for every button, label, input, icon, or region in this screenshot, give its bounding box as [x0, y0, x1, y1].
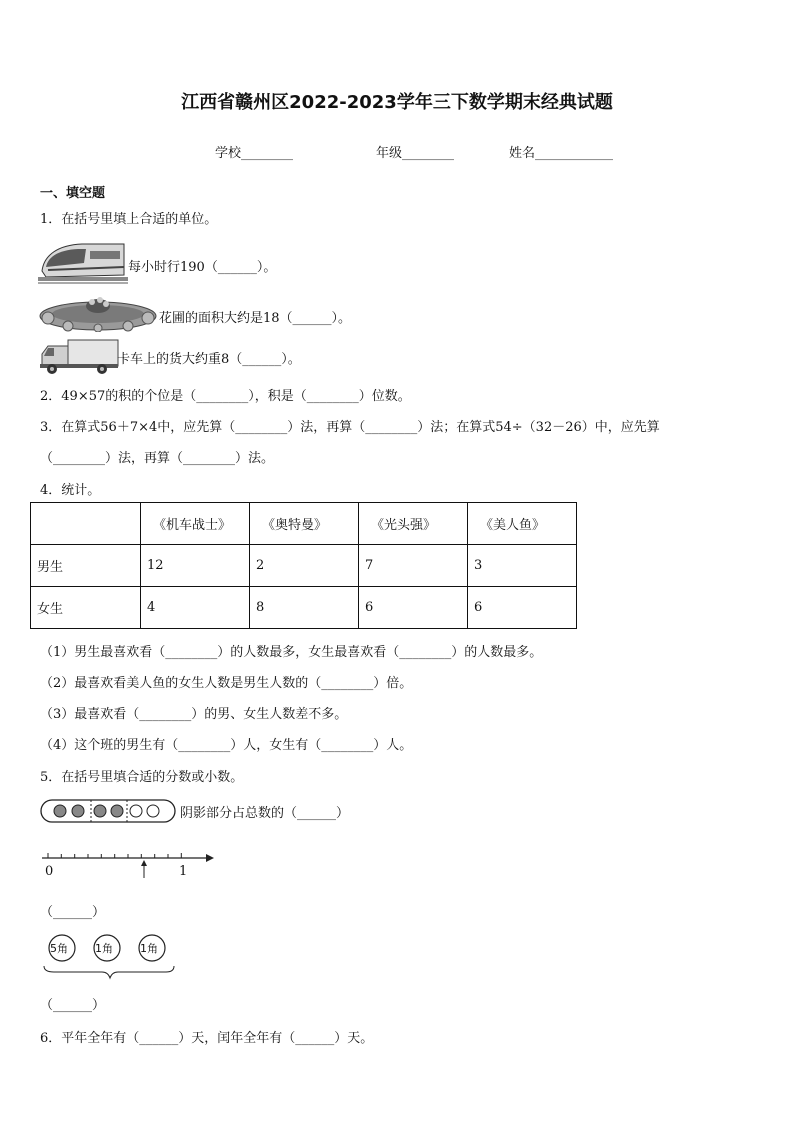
table-cell: [31, 503, 141, 545]
table-row: [31, 587, 577, 629]
question-6: 6．平年全年有（______）天，闰年全年有（______）天。: [40, 1031, 374, 1046]
coins-answer: （______）: [40, 998, 106, 1013]
question-1-stem: 1．在括号里填上合适的单位。: [40, 212, 218, 227]
table-row: [31, 545, 577, 587]
number-line-end-label: 1: [179, 864, 188, 879]
question-1c: 卡车上的货大约重8（______）。: [117, 352, 301, 367]
table-cell: 7: [359, 545, 468, 587]
flowerbed-image: [38, 292, 158, 332]
school-field: 学校________: [215, 146, 294, 161]
number-line-answer: （______）: [40, 905, 106, 920]
table-header-cell: 《光头强》: [359, 503, 468, 545]
question-1a: 每小时行190（______）。: [128, 260, 277, 275]
table-cell: 2: [250, 545, 359, 587]
table-cell: 4: [141, 587, 250, 629]
number-line-start-label: 0: [45, 864, 54, 879]
truck-image: [38, 338, 120, 376]
table-header-cell: 《机车战士》: [141, 503, 250, 545]
stats-table: [30, 502, 577, 629]
question-2: 2．49×57的积的个位是（________），积是（________）位数。: [40, 389, 411, 404]
table-header-row: [31, 503, 577, 545]
table-cell: 女生: [31, 587, 141, 629]
table-header-cell: 《奥特曼》: [250, 503, 359, 545]
shaded-circles-figure: [40, 798, 176, 824]
table-cell: 8: [250, 587, 359, 629]
question-3-line1: 3．在算式56＋7×4中，应先算（________）法，再算（________）法；在算式54÷（32－26）中，应先算: [40, 420, 660, 435]
question-5-stem: 5．在括号里填合适的分数或小数。: [40, 770, 244, 785]
question-4-sub2: （2）最喜欢看美人鱼的女生人数是男生人数的（________）倍。: [40, 676, 413, 691]
question-1b: 花圃的面积大约是18（______）。: [159, 311, 352, 326]
section-heading: 一、填空题: [40, 186, 106, 201]
grade-field: 年级________: [376, 146, 455, 161]
question-4-sub4: （4）这个班的男生有（________）人，女生有（________）人。: [40, 738, 413, 753]
shaded-fraction-question: 阴影部分占总数的（______）: [180, 806, 350, 821]
table-cell: 6: [468, 587, 577, 629]
table-cell: 12: [141, 545, 250, 587]
table-cell: 男生: [31, 545, 141, 587]
name-field: 姓名____________: [509, 146, 614, 161]
coin-label: 1角: [95, 942, 113, 955]
table-header-cell: 《美人鱼》: [468, 503, 577, 545]
number-line-figure: [38, 846, 218, 886]
table-cell: 3: [468, 545, 577, 587]
question-3-line2: （________）法，再算（________）法。: [40, 451, 275, 466]
question-4-sub1: （1）男生最喜欢看（________）的人数最多，女生最喜欢看（________）的人数最多。: [40, 645, 543, 660]
coin-label: 5角: [50, 942, 68, 955]
table-cell: 6: [359, 587, 468, 629]
train-image: [38, 237, 128, 285]
question-4-sub3: （3）最喜欢看（________）的男、女生人数差不多。: [40, 707, 348, 722]
question-4-stem: 4．统计。: [40, 483, 101, 498]
page-title: 江西省赣州区2022-2023学年三下数学期末经典试题: [181, 92, 613, 113]
coin-label: 1角: [140, 942, 158, 955]
